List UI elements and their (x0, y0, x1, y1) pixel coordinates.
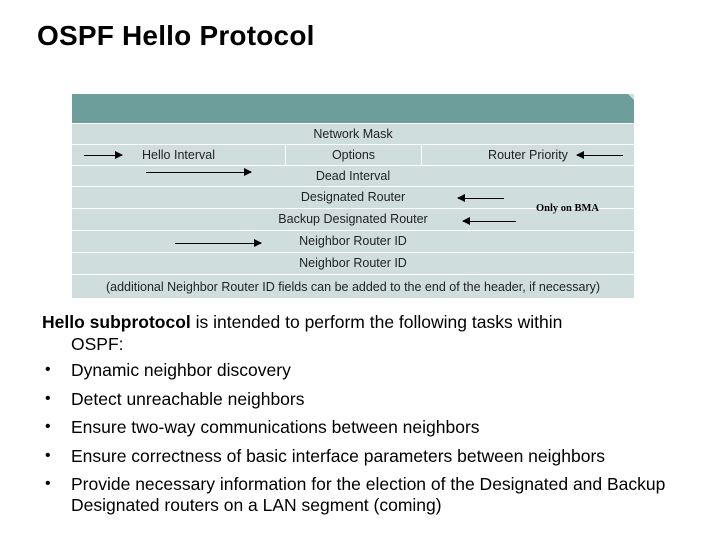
body-text (42, 311, 712, 524)
arrow-hello-interval (84, 155, 122, 156)
bullet-icon: • (45, 361, 51, 378)
list-item: • Ensure two-way communications between neighbors (45, 417, 480, 437)
ospf-hello-packet-diagram (72, 94, 634, 298)
packet-row-dead-interval (72, 165, 634, 186)
packet-row-neighbor-router-id-1 (72, 230, 634, 251)
packet-row-neighbor-router-id-2 (72, 252, 634, 273)
bullet-icon: • (45, 446, 51, 464)
field-router-priority: Router Priority (421, 145, 634, 165)
bullet-icon: • (45, 418, 51, 435)
field-hello-interval: Hello Interval (142, 148, 215, 162)
field-dead-interval: Dead Interval (315, 169, 391, 183)
field-additional-neighbor-note: (additional Neighbor Router ID fields can be added to the end of the header, if necessary) (105, 279, 601, 294)
task-list (42, 360, 712, 516)
slide-title: OSPF Hello Protocol (37, 20, 315, 51)
arrow-router-priority (577, 155, 623, 156)
list-item: • Provide necessary information for the election of the Designated and Backup Designated routers on a LAN segment (coming) (45, 474, 666, 515)
arrow-dead-interval (146, 172, 251, 173)
packet-header-bar (72, 94, 634, 123)
bullet-icon: • (45, 389, 51, 407)
list-item: • Dynamic neighbor discovery (45, 360, 291, 380)
packet-row-additional-neighbors (72, 274, 634, 298)
arrow-designated-router (458, 198, 504, 199)
field-designated-router: Designated Router (300, 190, 406, 204)
list-item: • Ensure correctness of basic interface parameters between neighbors (45, 445, 606, 466)
arrow-neighbor-router-id (175, 243, 261, 244)
bullet-icon: • (45, 475, 51, 492)
packet-row-hello-options-priority (72, 144, 634, 165)
field-network-mask: Network Mask (313, 127, 393, 141)
field-options: Options (285, 145, 421, 165)
intro-text: is intended to perform the following tasks within (190, 312, 563, 332)
field-backup-designated-router: Backup Designated Router (278, 212, 428, 226)
intro-paragraph (42, 311, 712, 355)
only-on-bma-note: Only on BMA (536, 203, 600, 214)
field-neighbor-router-id: Neighbor Router ID (299, 234, 407, 248)
arrow-backup-designated-router (463, 221, 516, 222)
packet-row-network-mask (72, 123, 634, 144)
list-item: • Detect unreachable neighbors (45, 388, 305, 409)
field-neighbor-router-id: Neighbor Router ID (299, 256, 407, 270)
intro-continuation: OSPF: (71, 334, 124, 354)
intro-bold-term: Hello subprotocol (42, 312, 191, 332)
